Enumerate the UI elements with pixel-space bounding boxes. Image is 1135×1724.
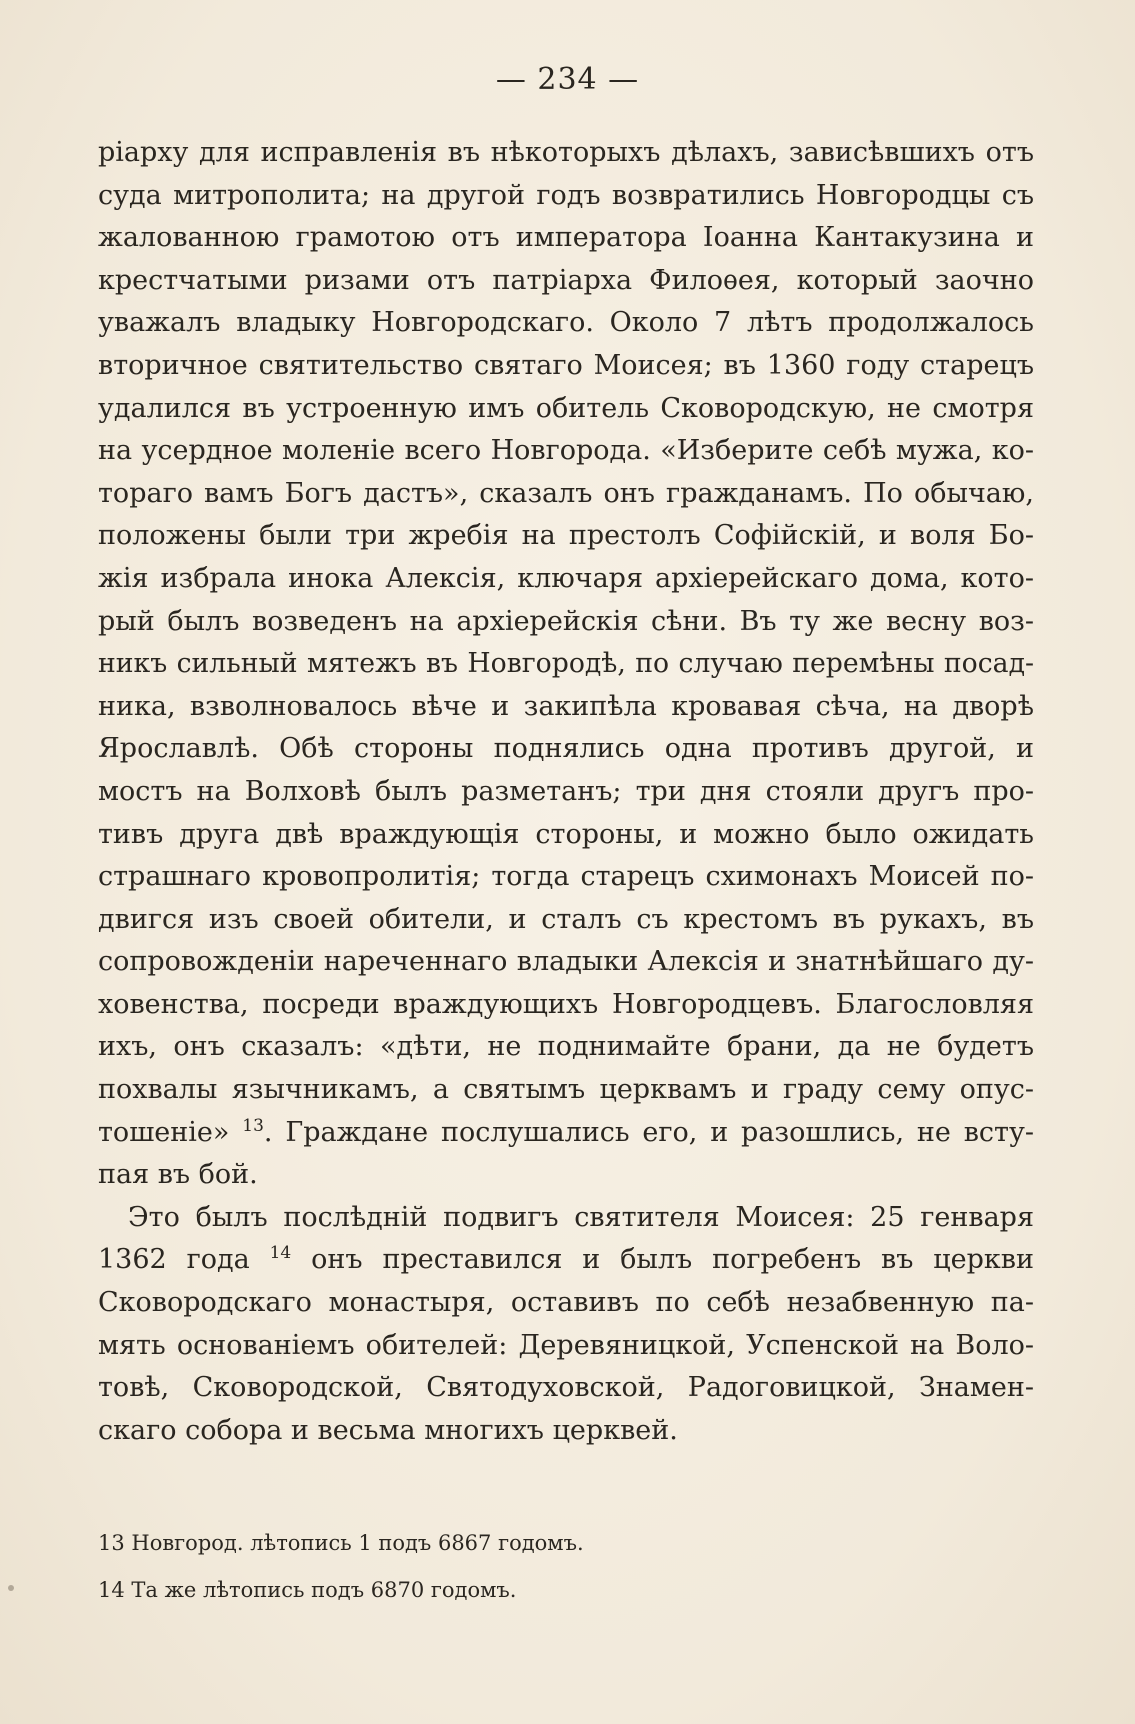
text-line: вторичное святительство святаго Моисея; въ 1360 году старецъ — [98, 349, 1034, 381]
text-line: тораго вамъ Богъ дастъ», сказалъ онъ гражданамъ. По обычаю, — [98, 477, 1034, 509]
text-line: скаго собора и весьма многихъ церквей. — [98, 1414, 678, 1446]
footnote-ref-14[interactable]: 14 — [269, 1243, 292, 1264]
main-text — [98, 132, 1034, 1452]
text-line: сопровожденіи нареченнаго владыки Алексія и знатнѣйшаго ду- — [98, 946, 1034, 978]
text-line: крестчатыми ризами отъ патріарха Филоѳея, который заочно — [98, 264, 1034, 296]
text-line: мять основаніемъ обителей: Деревяницкой, Успенской на Воло- — [98, 1329, 1034, 1361]
text-line: положены были три жребія на престолъ Софійскій, и воля Бо- — [98, 520, 1034, 552]
text-line: суда митрополита; на другой годъ возвратились Новгородцы съ — [98, 179, 1034, 211]
footnote-14: 14 Та же лѣтопись подъ 6870 годомъ. — [98, 1578, 517, 1602]
text-line: страшнаго кровопролитія; тогда старецъ схимонахъ Моисей по- — [98, 861, 1034, 893]
text-line: удалился въ устроенную имъ обитель Сковородскую, не смотря — [98, 392, 1034, 424]
text-line: жалованною грамотою отъ императора Іоанна Кантакузина и — [98, 222, 1034, 254]
text-line — [98, 1239, 1034, 1282]
text-segment: . Граждане послушались его, и разошлись, не всту- — [263, 1116, 1034, 1148]
text-line: Ярославлѣ. Обѣ стороны поднялись одна противъ другой, и — [98, 733, 1034, 765]
text-line: жія избрала инока Алексія, ключаря архіерейскаго дома, кото- — [98, 562, 1034, 594]
page-number: — 234 — — [495, 62, 640, 97]
text-line: ховенства, посреди враждующихъ Новгородцевъ. Благословляя — [98, 988, 1034, 1020]
text-line: пая въ бой. — [98, 1159, 258, 1191]
text-line: ихъ, онъ сказалъ: «дѣти, не поднимайте брани, да не будетъ — [98, 1031, 1034, 1063]
text-line: похвалы язычникамъ, а святымъ церквамъ и граду сему опус- — [98, 1074, 1034, 1106]
text-segment: онъ преставился и былъ погребенъ въ церкви — [291, 1244, 1034, 1276]
text-line: тивъ друга двѣ враждующія стороны, и можно было ожидать — [98, 818, 1034, 850]
text-line: Это былъ послѣдній подвигъ святителя Моисея: 25 генваря — [128, 1201, 1034, 1233]
text-line: Сковородскаго монастыря, оставивъ по себѣ незабвенную па- — [98, 1287, 1034, 1319]
text-line: товѣ, Сковородской, Святодуховской, Радоговицкой, Знамен- — [98, 1372, 1034, 1404]
text-line: уважалъ владыку Новгородскаго. Около 7 лѣтъ продолжалось — [98, 307, 1034, 339]
text-segment: тошеніе» — [98, 1116, 243, 1148]
text-line: рый былъ возведенъ на архіерейскія сѣни. Въ ту же весну воз- — [98, 605, 1034, 637]
text-line: на усердное моленіе всего Новгорода. «Изберите себѣ мужа, ко- — [98, 435, 1034, 467]
text-line: ріарху для исправленія въ нѣкоторыхъ дѣлахъ, зависѣвшихъ отъ — [98, 137, 1034, 168]
page-edge-speck — [8, 1585, 14, 1591]
text-line: никъ сильный мятежъ въ Новгородѣ, по случаю перемѣны посад- — [98, 648, 1034, 680]
text-line: ника, взволновалось вѣче и закипѣла кровавая сѣча, на дворѣ — [98, 690, 1034, 722]
text-line: двигся изъ своей обители, и сталъ съ крестомъ въ рукахъ, въ — [98, 903, 1034, 935]
footnotes — [98, 1520, 1034, 1614]
text-line — [98, 1112, 1034, 1155]
text-line: мостъ на Волховѣ былъ разметанъ; три дня стояли другъ про- — [98, 775, 1034, 807]
footnote-13: 13 Новгород. лѣтопись 1 подъ 6867 годомъ. — [98, 1531, 584, 1555]
paragraph-2 — [98, 1197, 1034, 1453]
footnote-ref-13[interactable]: 13 — [242, 1115, 264, 1136]
paragraph-1 — [98, 132, 1034, 1197]
text-segment: 1362 года — [98, 1244, 270, 1276]
